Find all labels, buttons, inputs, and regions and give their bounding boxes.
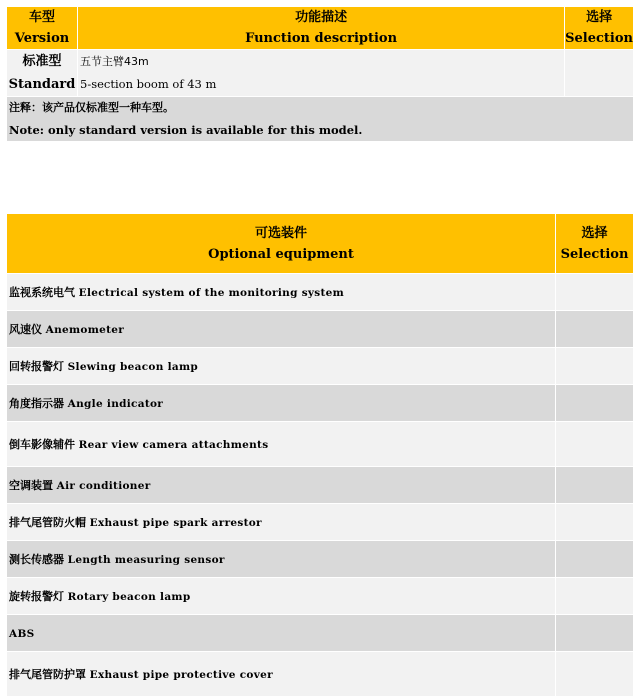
item-cn: 回转报警灯 bbox=[9, 360, 64, 373]
item-cn: 风速仪 bbox=[9, 323, 42, 336]
selection-cell[interactable] bbox=[556, 422, 633, 466]
item-en: Rotary beacon lamp bbox=[67, 591, 191, 603]
selection-cell[interactable] bbox=[556, 467, 633, 503]
equipment-item bbox=[7, 504, 555, 540]
item-en: Air conditioner bbox=[56, 480, 151, 492]
selection-cell[interactable] bbox=[556, 504, 633, 540]
note-cn: 注释：该产品仅标准型一种车型。 bbox=[9, 101, 174, 114]
item-cn: 倒车影像辅件 bbox=[9, 438, 75, 451]
item-cn: 空调装置 bbox=[9, 479, 53, 492]
selection-cell[interactable] bbox=[556, 274, 633, 310]
table-row bbox=[7, 385, 633, 421]
header-optional-selection bbox=[556, 214, 633, 273]
selection-cell[interactable] bbox=[556, 348, 633, 384]
table-row bbox=[7, 615, 633, 651]
note-en: Note: only standard version is available for this model. bbox=[9, 123, 363, 137]
version-cell bbox=[7, 50, 77, 96]
equipment-item bbox=[7, 311, 555, 347]
table-row bbox=[7, 652, 633, 696]
equipment-item bbox=[7, 541, 555, 577]
item-cn: 监视系统电气 bbox=[9, 286, 75, 299]
version-note-row bbox=[7, 97, 633, 141]
equipment-item bbox=[7, 422, 555, 466]
selection-cell[interactable] bbox=[556, 311, 633, 347]
item-cn: 旋转报警灯 bbox=[9, 590, 64, 603]
table-row bbox=[7, 422, 633, 466]
item-cn: 角度指示器 bbox=[9, 397, 64, 410]
item-cn: 测长传感器 bbox=[9, 553, 64, 566]
selection-cell[interactable] bbox=[556, 652, 633, 696]
header-selection bbox=[565, 7, 633, 49]
header-selection-en: Selection bbox=[565, 31, 633, 46]
header-optional-selection-cn: 选择 bbox=[581, 225, 608, 241]
item-en: Length measuring sensor bbox=[67, 554, 225, 566]
header-version bbox=[7, 7, 77, 49]
item-en: Slewing beacon lamp bbox=[67, 361, 199, 373]
description-en: 5-section boom of 43 m bbox=[80, 77, 217, 91]
header-function-en: Function description bbox=[245, 31, 398, 46]
table-row bbox=[7, 504, 633, 540]
version-note bbox=[7, 97, 633, 141]
header-selection-cn: 选择 bbox=[586, 10, 613, 25]
equipment-item bbox=[7, 615, 555, 651]
version-cn: 标准型 bbox=[22, 54, 62, 69]
item-en: Angle indicator bbox=[67, 398, 164, 410]
table-row bbox=[7, 348, 633, 384]
item-en: Electrical system of the monitoring system bbox=[78, 287, 345, 299]
description-cn: 五节主臂43m bbox=[80, 55, 149, 68]
table-row bbox=[7, 311, 633, 347]
item-en: Rear view camera attachments bbox=[78, 439, 269, 451]
table-row bbox=[7, 274, 633, 310]
selection-cell[interactable] bbox=[556, 541, 633, 577]
equipment-item bbox=[7, 274, 555, 310]
version-en: Standard bbox=[8, 77, 76, 92]
item-cn: 排气尾管防护罩 bbox=[9, 668, 86, 681]
equipment-item bbox=[7, 348, 555, 384]
version-table-header bbox=[7, 7, 633, 49]
table-row bbox=[7, 541, 633, 577]
table-row bbox=[7, 578, 633, 614]
selection-cell[interactable] bbox=[556, 578, 633, 614]
equipment-item bbox=[7, 652, 555, 696]
header-optional-en: Optional equipment bbox=[208, 246, 354, 262]
item-en: ABS bbox=[9, 627, 35, 640]
equipment-item bbox=[7, 385, 555, 421]
version-selection-cell[interactable] bbox=[565, 50, 633, 96]
header-version-en: Version bbox=[14, 31, 70, 46]
equipment-item bbox=[7, 467, 555, 503]
equipment-item bbox=[7, 578, 555, 614]
header-function-cn: 功能描述 bbox=[295, 10, 348, 25]
optional-equipment-table bbox=[6, 213, 634, 697]
header-version-cn: 车型 bbox=[28, 10, 55, 25]
selection-cell[interactable] bbox=[556, 615, 633, 651]
version-row-standard bbox=[7, 50, 633, 96]
header-function bbox=[78, 7, 564, 49]
version-table bbox=[6, 6, 634, 142]
optional-table-header bbox=[7, 214, 633, 273]
item-en: Exhaust pipe spark arrestor bbox=[89, 517, 262, 529]
header-optional-cn: 可选装件 bbox=[254, 225, 307, 241]
header-optional-selection-en: Selection bbox=[560, 246, 629, 262]
description-cell bbox=[78, 50, 564, 96]
table-row bbox=[7, 467, 633, 503]
item-en: Anemometer bbox=[45, 324, 125, 336]
item-en: Exhaust pipe protective cover bbox=[89, 669, 273, 681]
selection-cell[interactable] bbox=[556, 385, 633, 421]
header-optional-equipment bbox=[7, 214, 555, 273]
item-cn: 排气尾管防火帽 bbox=[9, 516, 86, 529]
